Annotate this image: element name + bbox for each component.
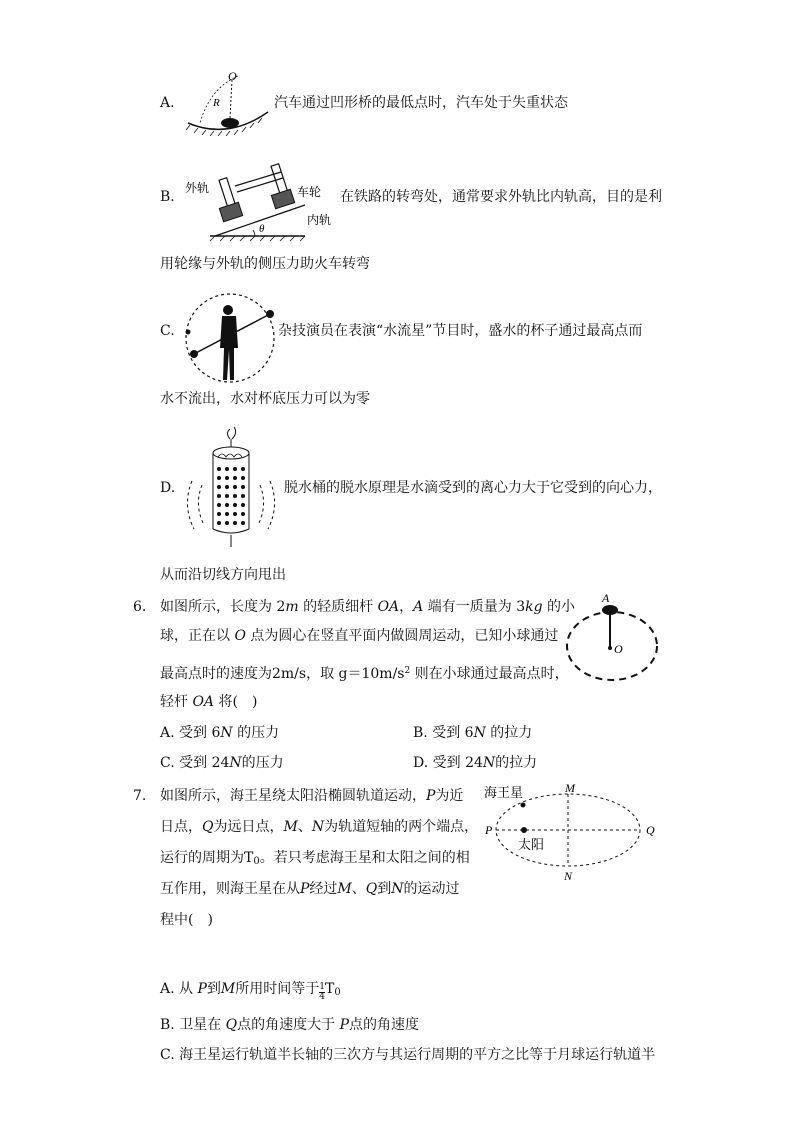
option-b-label: B.: [160, 189, 175, 205]
drum-hole: [225, 494, 229, 498]
drum-hole: [233, 512, 237, 516]
option-a-text: 汽车通过凹形桥的最低点时，汽车处于失重状态: [274, 95, 568, 111]
concave-bridge-figure: [180, 68, 275, 133]
label-Q: Q: [646, 823, 655, 837]
drum-hole: [225, 512, 229, 516]
option-d-text-2: 从而沿切线方向甩出: [160, 567, 286, 583]
drum-hole: [225, 503, 229, 507]
q7-line-1: 如图所示，海王星绕太阳沿椭圆轨道运动，P为近: [160, 788, 464, 804]
option-a-label: A.: [160, 95, 175, 111]
label-sun: 太阳: [518, 838, 545, 853]
q6-line-1: 如图所示，长度为 2m 的轻质细杆 OA，A 端有一质量为 3kg 的小: [160, 599, 576, 615]
q6-line-3: 最高点时的速度为2m/s，取 $g=10m/s^2$ 则在小球通过最高点时，: [160, 666, 569, 682]
option-b-text: 在铁路的转弯处，通常要求外轨比内轨高，目的是利: [340, 189, 662, 205]
spin-dryer-figure: [180, 425, 285, 550]
water-meteor-figure: [180, 288, 280, 388]
label-A: A: [602, 591, 610, 605]
neptune-orbit-figure: [482, 778, 662, 886]
drum-hole: [225, 467, 229, 471]
option-c-text-2: 水不流出，水对杯底压力可以为零: [160, 391, 370, 407]
drum-hole: [225, 521, 229, 525]
q7-number: 7.: [133, 788, 147, 804]
q6-line-4: 轻杆 OA 将( ): [160, 694, 258, 710]
option-d-label: D.: [160, 480, 176, 496]
option-d-text: 脱水桶的脱水原理是水滴受到的离心力大于它受到的向心力，: [284, 480, 662, 496]
drum-hole: [225, 485, 229, 489]
q7-line-3: 运行的周期为$T_0$。若只考虑海王星和太阳之间的相: [160, 850, 470, 867]
q6-number: 6.: [133, 599, 147, 615]
drum-hole: [233, 494, 237, 498]
drum-hole: [241, 503, 245, 507]
q7-line-2: 日点，Q为远日点，M、N为轨道短轴的两个端点，: [160, 819, 479, 835]
drum-hole: [233, 503, 237, 507]
drum-hole: [217, 521, 221, 525]
q7-choice-b: B. 卫星在 Q点的角速度大于 P点的角速度: [160, 1017, 419, 1033]
label-wheel: 车轮: [297, 185, 322, 199]
q6-choice-c: C. 受到 24N的压力: [160, 755, 284, 771]
drum-hole: [217, 512, 221, 516]
q6-line-2: 球，正在以 O 点为圆心在竖直平面内做圆周运动，已知小球通过: [160, 628, 559, 644]
drum-hole: [217, 494, 221, 498]
drum-hole: [233, 476, 237, 480]
drum-hole: [241, 521, 245, 525]
q6-choice-d: D. 受到 24N的拉力: [413, 755, 538, 771]
label-neptune: 海王星: [484, 786, 524, 801]
drum-hole: [217, 485, 221, 489]
fraction-one-quarter: $\frac{1}{4}$: [319, 982, 325, 1002]
label-theta: θ: [259, 223, 265, 235]
q7-choice-a: A. 从 P到M所用时间等于 $\frac{1}{4}$ $T_0$: [160, 981, 341, 1002]
drum-hole: [217, 476, 221, 480]
label-M: M: [565, 781, 575, 795]
option-b-text-2: 用轮缘与外轨的侧压力助火车转弯: [160, 256, 370, 272]
q7-line-4: 互作用，则海王星在从P经过M、Q到N的运动过: [160, 881, 460, 897]
drum-hole: [217, 503, 221, 507]
label-N: N: [564, 869, 573, 883]
drum-hole: [241, 512, 245, 516]
drum-hole: [233, 521, 237, 525]
label-outer-rail: 外轨: [185, 181, 210, 195]
label-inner-rail: 内轨: [307, 213, 332, 227]
railway-curve-figure: [185, 150, 340, 242]
option-c-text: 杂技演员在表演“水流星”节目时，盛水的杯子通过最高点而: [278, 323, 643, 339]
label-R: R: [213, 97, 220, 109]
q7-choice-c: C. 海王星运行轨道半长轴的三次方与其运行周期的平方之比等于月球运行轨道半: [160, 1047, 656, 1063]
drum-hole: [241, 476, 245, 480]
q6-circle-figure: [560, 590, 665, 685]
label-O: O: [228, 69, 237, 83]
label-O: O: [614, 642, 623, 656]
drum-hole: [217, 467, 221, 471]
drum-hole: [241, 467, 245, 471]
drum-hole: [241, 485, 245, 489]
drum-hole: [233, 485, 237, 489]
q6-choice-b: B. 受到 6N 的拉力: [413, 725, 533, 741]
option-c-label: C.: [160, 323, 175, 339]
drum-hole: [225, 476, 229, 480]
q7-line-5: 程中( ): [160, 912, 213, 928]
label-P: P: [485, 823, 493, 837]
drum-hole: [233, 467, 237, 471]
drum-hole: [241, 494, 245, 498]
q6-choice-a: A. 受到 6N 的压力: [160, 725, 280, 741]
